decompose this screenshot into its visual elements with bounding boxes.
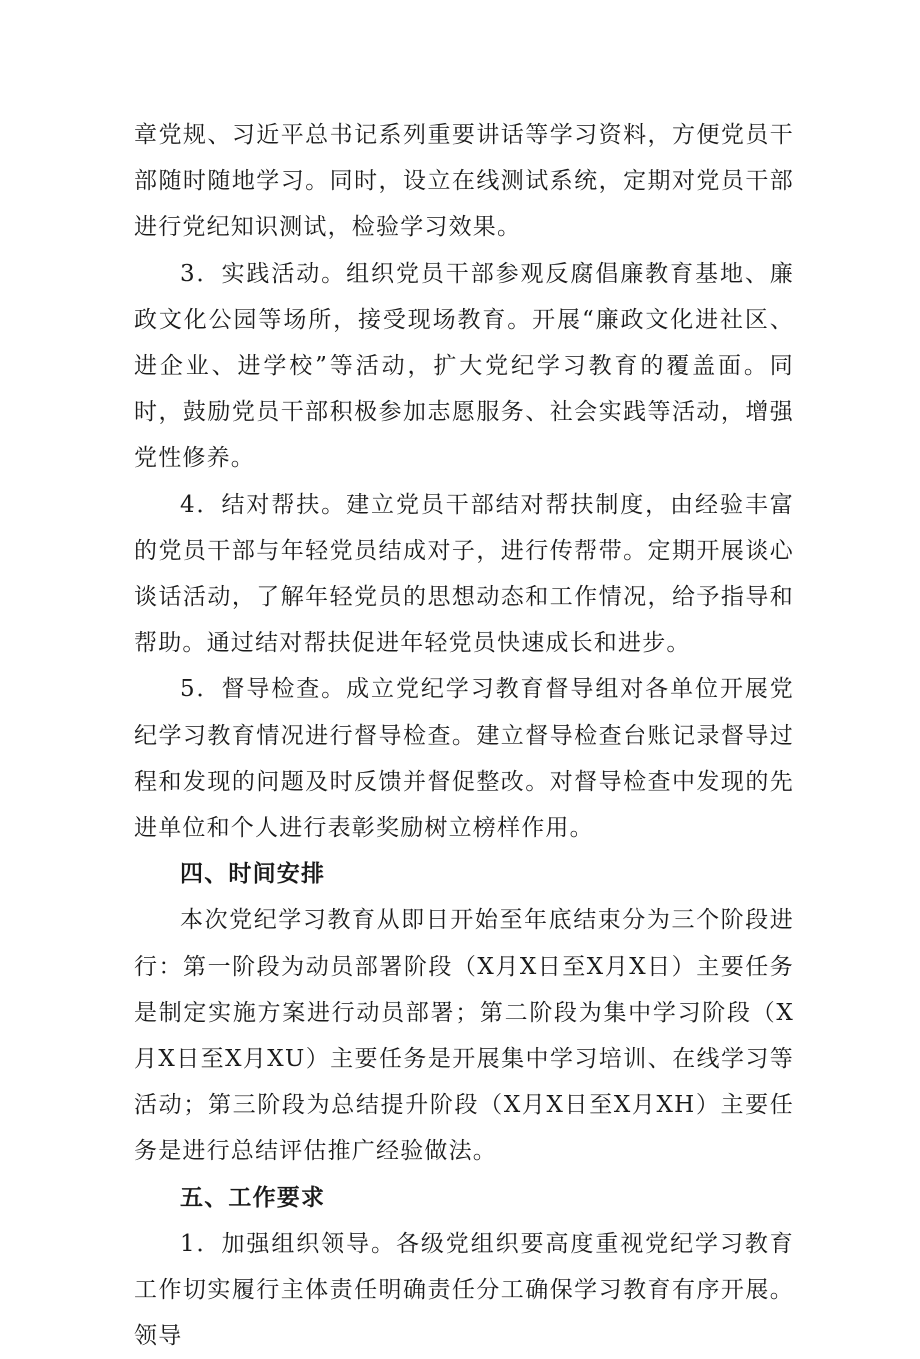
paragraph-pairing-assistance: 4．结对帮扶。建立党员干部结对帮扶制度，由经验丰富的党员干部与年轻党员结成对子，进行传帮带。定期开展谈心谈话活动，了解年轻党员的思想动态和工作情况，给予指导和帮助。通过结对帮扶促进年轻党员快速成长和进步。	[134, 491, 794, 657]
paragraph-schedule-phases: 本次党纪学习教育从即日开始至年底结束分为三个阶段进行：第一阶段为动员部署阶段（X月X日至X月X日）主要任务是制定实施方案进行动员部署；第二阶段为集中学习阶段（X月X日至X月XU）主要任务是开展集中学习培训、在线学习等活动；第三阶段为总结提升阶段（X月X日至X月XH）主要任务是进行总结评估推广经验做法。	[134, 907, 794, 1165]
document-body	[134, 112, 794, 1359]
paragraph-study-materials: 章党规、习近平总书记系列重要讲话等学习资料，方便党员干部随时随地学习。同时，设立在线测试系统，定期对党员干部进行党纪知识测试，检验学习效果。	[134, 122, 794, 241]
section-heading-work-requirements: 五、工作要求	[180, 1184, 326, 1211]
paragraph-supervision-inspection: 5．督导检查。成立党纪学习教育督导组对各单位开展党纪学习教育情况进行督导检查。建立督导检查台账记录督导过程和发现的问题及时反馈并督促整改。对督导检查中发现的先进单位和个人进行表彰奖励树立榜样作用。	[134, 676, 794, 842]
paragraph-practice-activities: 3．实践活动。组织党员干部参观反腐倡廉教育基地、廉政文化公园等场所，接受现场教育。开展“廉政文化进社区、进企业、进学校”等活动，扩大党纪学习教育的覆盖面。同时，鼓励党员干部积极参加志愿服务、社会实践等活动，增强党性修养。	[134, 260, 794, 472]
paragraph-strengthen-leadership: 1．加强组织领导。各级党组织要高度重视党纪学习教育工作切实履行主体责任明确责任分工确保学习教育有序开展。领导	[134, 1230, 794, 1350]
section-heading-schedule: 四、时间安排	[180, 861, 326, 888]
